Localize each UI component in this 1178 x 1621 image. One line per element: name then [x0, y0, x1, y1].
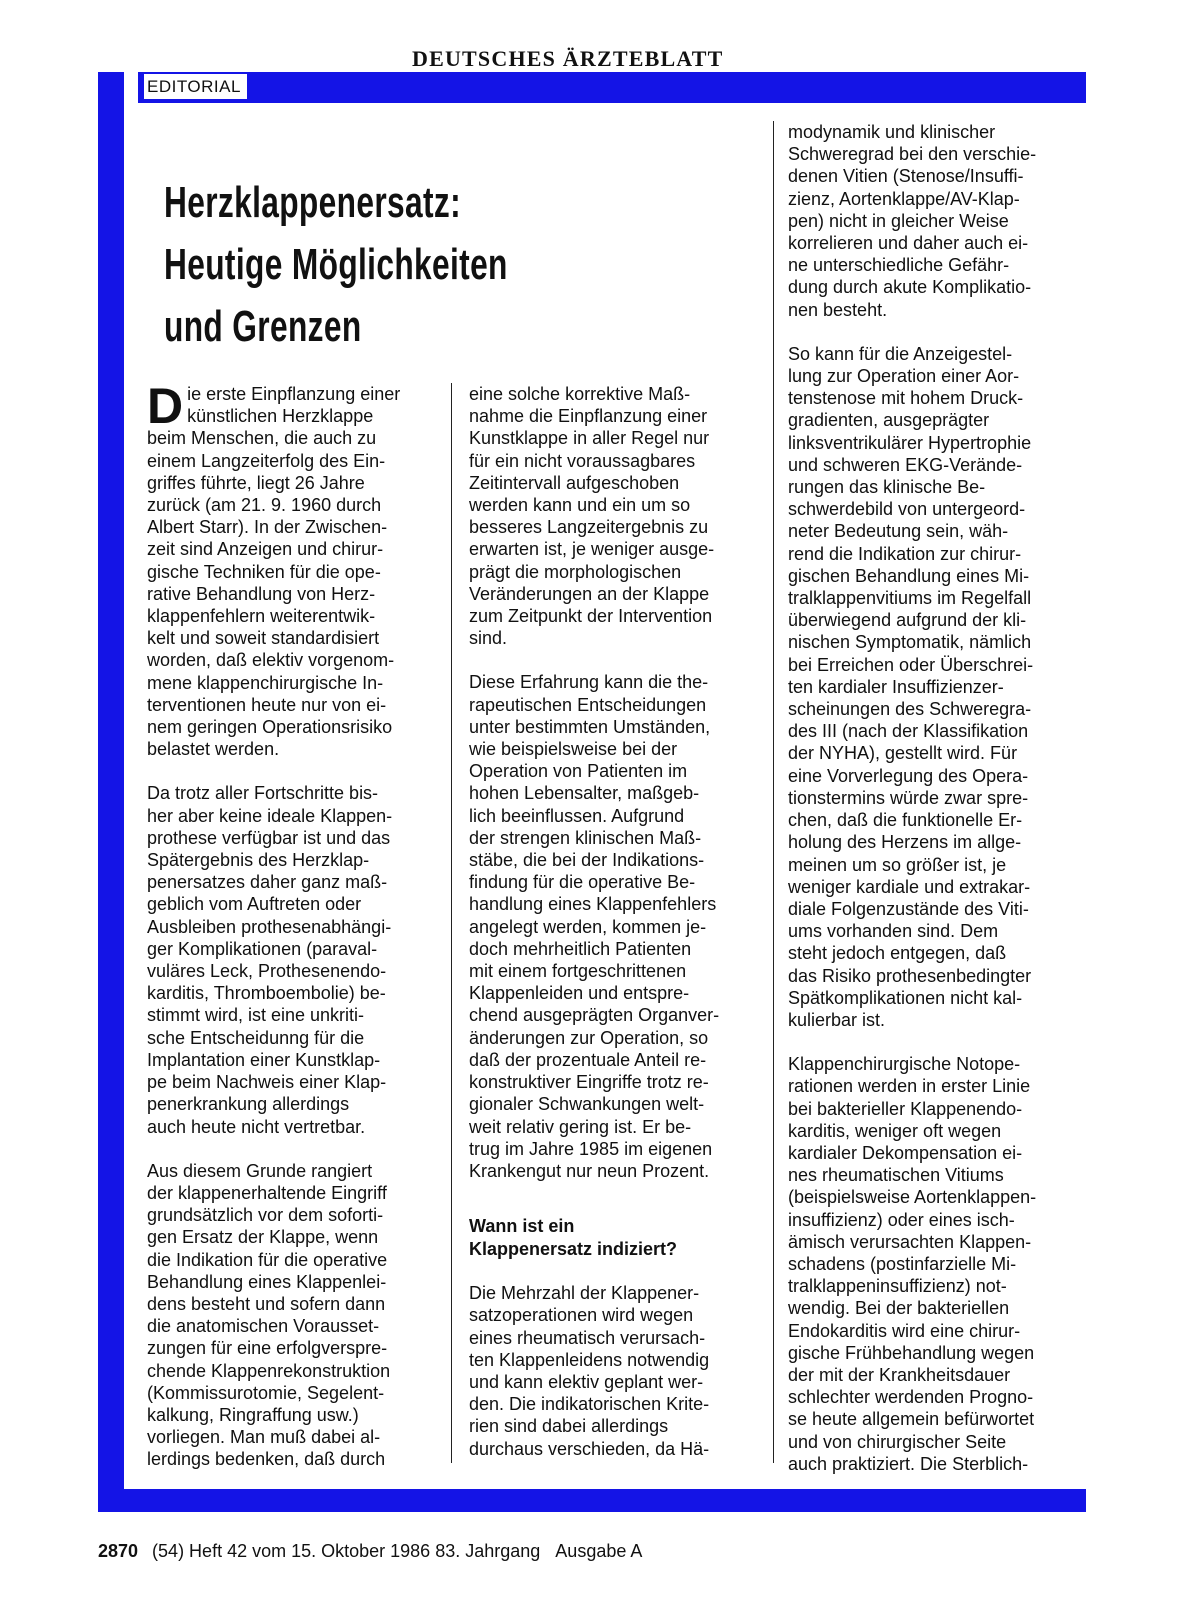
text-line: modynamik und klinischer	[788, 122, 996, 142]
text-column-2	[469, 383, 759, 1460]
text-line: gische Frühbehandlung wegen	[788, 1342, 1035, 1363]
text-line: prägt die morphologischen	[469, 561, 682, 582]
text-line: künstlichen Herzklappe	[187, 406, 374, 427]
text-line: der strengen klinischen Maß-	[469, 827, 702, 848]
paragraph	[788, 343, 1078, 1031]
text-line: schwerdebild von untergeord-	[788, 499, 1026, 520]
text-line: auch praktiziert. Die Sterblich-	[788, 1453, 1029, 1474]
article-headline	[164, 172, 508, 358]
column-divider	[773, 121, 774, 1463]
text-line: und kann elektiv geplant wer-	[469, 1371, 704, 1392]
text-line: chende Klappenrekonstruktion	[147, 1360, 391, 1381]
text-line: terventionen heute nur von ei-	[147, 694, 387, 715]
text-line: rungen das klinische Be-	[788, 477, 986, 498]
text-line: nem geringen Operationsrisiko	[147, 717, 393, 738]
text-line: Ausbleiben prothesenabhängi-	[147, 916, 392, 937]
text-line: findung für die operative Be-	[469, 872, 696, 893]
text-line: wie beispielsweise bei der	[469, 739, 678, 760]
text-line: zeit sind Anzeigen und chirur-	[147, 539, 384, 560]
text-line: rend die Indikation zur chirur-	[788, 543, 1022, 564]
text-line: vuläres Leck, Prothesenendo-	[147, 961, 387, 982]
text-line: denen Vitien (Stenose/Insuffi-	[788, 166, 1024, 187]
text-line: lerdings bedenken, daß durch	[147, 1449, 386, 1470]
text-line: und von chirurgischer Seite	[788, 1431, 1007, 1452]
text-line: klappenfehlern weiterentwik-	[147, 606, 376, 627]
text-line: nischen Symptomatik, nämlich	[788, 632, 1032, 653]
text-line: Zeitintervall aufgeschoben	[469, 472, 680, 493]
text-line: gischen Behandlung eines Mi-	[788, 565, 1030, 586]
text-line: eine Vorverlegung des Opera-	[788, 765, 1029, 786]
text-line: belastet werden.	[147, 739, 280, 760]
text-line: bei bakterieller Klappenendo-	[788, 1098, 1023, 1119]
text-line: tralklappeninsuffizienz) not-	[788, 1276, 1007, 1297]
section-label: EDITORIAL	[144, 74, 247, 99]
text-line: Implantation einer Kunstklap-	[147, 1049, 381, 1070]
text-line: die Indikation für die operative	[147, 1249, 388, 1270]
text-line: eines rheumatisch verursach-	[469, 1327, 706, 1348]
paragraph	[469, 1282, 759, 1460]
text-line: karditis, Thromboembolie) be-	[147, 983, 386, 1004]
text-line: diale Folgenzustände des Viti-	[788, 898, 1029, 919]
edition-label: Ausgabe A	[555, 1541, 643, 1561]
text-line: überwiegend aufgrund der kli-	[788, 610, 1027, 631]
text-line: her aber keine ideale Klappen-	[147, 805, 393, 826]
text-line: der klappenerhaltende Eingriff	[147, 1182, 387, 1203]
text-line: und schweren EKG-Verände-	[788, 454, 1023, 475]
headline-line: und Grenzen	[164, 302, 362, 351]
text-line: wendig. Bei der bakteriellen	[788, 1298, 1010, 1319]
text-line: ums vorhanden sind. Dem	[788, 921, 999, 942]
text-line: Da trotz aller Fortschritte bis-	[147, 783, 379, 804]
text-line: tralklappenvitiums im Regelfall	[788, 588, 1032, 609]
text-line: karditis, weniger oft wegen	[788, 1120, 1002, 1141]
text-line: (Kommissurotomie, Segelent-	[147, 1382, 385, 1403]
issue-info: (54) Heft 42 vom 15. Oktober 1986 83. Jahrgang	[152, 1541, 541, 1561]
text-line: gionaler Schwankungen welt-	[469, 1094, 705, 1115]
text-line: kalkung, Ringraffung usw.)	[147, 1404, 359, 1425]
text-line: rationen werden in erster Linie	[788, 1076, 1031, 1097]
page-footer	[98, 1541, 642, 1562]
text-line: schlechter werdenden Progno-	[788, 1387, 1034, 1408]
text-line: handlung eines Klappenfehlers	[469, 894, 717, 915]
text-line: dens besteht und sofern dann	[147, 1293, 386, 1314]
text-line: das Risiko prothesenbedingter	[788, 965, 1032, 986]
text-line: Klappenchirurgische Notope-	[788, 1054, 1021, 1075]
text-line: zum Zeitpunkt der Intervention	[469, 606, 713, 627]
text-line: ger Komplikationen (paraval-	[147, 938, 378, 959]
left-color-band	[98, 72, 124, 1512]
text-line: trug im Jahre 1985 im eigenen	[469, 1138, 713, 1159]
text-line: pen) nicht in gleicher Weise	[788, 210, 1009, 231]
text-line: kulierbar ist.	[788, 1009, 886, 1030]
text-line: grundsätzlich vor dem soforti-	[147, 1205, 384, 1226]
text-line: beim Menschen, die auch zu	[147, 428, 377, 449]
text-line: Albert Starr). In der Zwischen-	[147, 517, 388, 538]
text-line: meinen um so größer ist, je	[788, 854, 1007, 875]
text-line: werden kann und ein um so	[469, 495, 691, 516]
headline-line: Herzklappenersatz:	[164, 178, 461, 227]
paragraph	[469, 671, 759, 1182]
text-line: rapeutischen Entscheidungen	[469, 694, 707, 715]
text-line: durchaus verschieden, da Hä-	[469, 1438, 710, 1459]
text-line: gische Techniken für die ope-	[147, 561, 381, 582]
text-line: vorliegen. Man muß dabei al-	[147, 1427, 381, 1448]
text-line: neter Bedeutung sein, wäh-	[788, 521, 1009, 542]
text-line: Veränderungen an der Klappe	[469, 583, 710, 604]
text-line: pe beim Nachweis einer Klap-	[147, 1072, 387, 1093]
text-line: zurück (am 21. 9. 1960 durch	[147, 495, 382, 516]
text-line: Wann ist ein	[469, 1216, 575, 1237]
text-line: gen Ersatz der Klappe, wenn	[147, 1227, 379, 1248]
text-line: geblich vom Auftreten oder	[147, 894, 362, 915]
text-line: sche Entscheidunng für die	[147, 1027, 365, 1048]
text-line: Spätkomplikationen nicht kal-	[788, 987, 1023, 1008]
text-line: konstruktiver Eingriffe trotz re-	[469, 1072, 709, 1093]
text-line: (beispielsweise Aortenklappen-	[788, 1187, 1037, 1208]
text-line: kardialer Dekompensation ei-	[788, 1142, 1023, 1163]
text-line: einem Langzeiterfolg des Ein-	[147, 450, 386, 471]
text-line: Klappenersatz indiziert?	[469, 1238, 678, 1259]
text-line: bei Erreichen oder Überschrei-	[788, 654, 1034, 675]
text-line: korrelieren und daher auch ei-	[788, 233, 1029, 254]
paragraph	[469, 383, 759, 649]
text-line: Die Mehrzahl der Klappener-	[469, 1283, 700, 1304]
text-line: steht jedoch entgegen, daß	[788, 943, 1007, 964]
text-line: rative Behandlung von Herz-	[147, 583, 376, 604]
text-line: hohen Lebensalter, maßgeb-	[469, 783, 700, 804]
text-line: sind.	[469, 628, 508, 649]
text-line: griffes führte, liegt 26 Jahre	[147, 472, 365, 493]
text-line: mit einem fortgeschrittenen	[469, 961, 687, 982]
text-line: rien sind dabei allerdings	[469, 1416, 669, 1437]
text-line: angelegt werden, kommen je-	[469, 916, 707, 937]
text-line: ämisch verursachten Klappen-	[788, 1231, 1032, 1252]
text-line: daß der prozentuale Anteil re-	[469, 1049, 707, 1070]
text-line: mene klappenchirurgische In-	[147, 672, 384, 693]
text-line: linksventrikulärer Hypertrophie	[788, 432, 1032, 453]
text-column-3	[788, 121, 1078, 1475]
subheading	[469, 1215, 759, 1260]
text-line: lung zur Operation einer Aor-	[788, 366, 1020, 387]
text-line: weit relativ gering ist. Er be-	[469, 1116, 692, 1137]
text-line: änderungen zur Operation, so	[469, 1027, 709, 1048]
journal-masthead: DEUTSCHES ÄRZTEBLATT	[412, 46, 724, 71]
text-line: Endokarditis wird eine chirur-	[788, 1320, 1021, 1341]
text-line: kelt und soweit standardisiert	[147, 628, 380, 649]
text-line: prothese verfügbar ist und das	[147, 827, 391, 848]
text-line: den. Die indikatorischen Krite-	[469, 1394, 710, 1415]
text-line: Schweregrad bei den verschie-	[788, 144, 1037, 165]
text-line: penersatzes daher ganz maß-	[147, 872, 388, 893]
text-line: die anatomischen Vorausset-	[147, 1316, 380, 1337]
text-line: stimmt wird, ist eine unkriti-	[147, 1005, 365, 1026]
drop-cap: D	[147, 378, 184, 434]
text-line: scheinungen des Schweregra-	[788, 699, 1032, 720]
text-line: für ein nicht voraussagbares	[469, 450, 696, 471]
text-line: weniger kardiale und extrakar-	[788, 876, 1031, 897]
text-line: zungen für eine erfolgverspre-	[147, 1338, 388, 1359]
paragraph	[147, 1160, 435, 1471]
text-line: gradienten, ausgeprägter	[788, 410, 990, 431]
text-line: Behandlung eines Klappenlei-	[147, 1271, 387, 1292]
text-column-1	[147, 378, 435, 1471]
headline-line: Heutige Möglichkeiten	[164, 240, 508, 289]
text-line: ne unterschiedliche Gefähr-	[788, 255, 1010, 276]
text-line: zienz, Aortenklappe/AV-Klap-	[788, 188, 1020, 209]
text-line: Operation von Patienten im	[469, 761, 688, 782]
top-color-band	[138, 72, 1086, 103]
text-line: nen besteht.	[788, 299, 888, 320]
text-line: ten Klappenleidens notwendig	[469, 1349, 710, 1370]
text-line: satzoperationen wird wegen	[469, 1305, 694, 1326]
text-line: Klappenleiden und entspre-	[469, 983, 690, 1004]
text-line: unter bestimmten Umständen,	[469, 716, 711, 737]
text-line: auch heute nicht vertretbar.	[147, 1116, 366, 1137]
column-divider	[451, 383, 452, 1463]
text-line: worden, daß elektiv vorgenom-	[147, 650, 395, 671]
text-line: lich beeinflussen. Aufgrund	[469, 805, 685, 826]
text-line: nes rheumatischen Vitiums	[788, 1165, 1004, 1186]
text-line: Diese Erfahrung kann die the-	[469, 672, 709, 693]
paragraph	[788, 1053, 1078, 1475]
page-number: 2870	[98, 1541, 139, 1561]
text-line: Krankengut nur neun Prozent.	[469, 1160, 710, 1181]
text-line: der mit der Krankheitsdauer	[788, 1364, 1011, 1385]
text-line: der NYHA), gestellt wird. Für	[788, 743, 1018, 764]
text-line: nahme die Einpflanzung einer	[469, 406, 708, 427]
text-line: se heute allgemein befürwortet	[788, 1409, 1035, 1430]
text-line: tionstermins würde zwar spre-	[788, 787, 1029, 808]
text-line: erwarten ist, je weniger ausge-	[469, 539, 715, 560]
text-line: besseres Langzeitergebnis zu	[469, 517, 709, 538]
text-line: tenstenose mit hohem Druck-	[788, 388, 1024, 409]
paragraph	[147, 378, 435, 760]
text-line: des III (nach der Klassifikation	[788, 721, 1029, 742]
paragraph	[788, 121, 1078, 321]
text-line: dung durch akute Komplikatio-	[788, 277, 1032, 298]
text-line: insuffizienz) oder eines isch-	[788, 1209, 1015, 1230]
text-line: penerkrankung allerdings	[147, 1094, 350, 1115]
text-line: schadens (postinfarzielle Mi-	[788, 1253, 1017, 1274]
text-line: chen, daß die funktionelle Er-	[788, 810, 1023, 831]
text-line: eine solche korrektive Maß-	[469, 384, 691, 404]
text-line: stäbe, die bei der Indikations-	[469, 850, 705, 871]
text-line: ie erste Einpflanzung einer	[187, 384, 401, 404]
text-line: Aus diesem Grunde rangiert	[147, 1160, 373, 1181]
text-line: Spätergebnis des Herzklap-	[147, 850, 370, 871]
text-line: Kunstklappe in aller Regel nur	[469, 428, 710, 449]
text-line: So kann für die Anzeigestel-	[788, 343, 1013, 364]
text-line: chend ausgeprägten Organver-	[469, 1005, 720, 1026]
paragraph	[147, 782, 435, 1137]
bottom-color-band	[98, 1489, 1086, 1512]
text-line: doch mehrheitlich Patienten	[469, 938, 692, 959]
text-line: holung des Herzens im allge-	[788, 832, 1022, 853]
text-line: ten kardialer Insuffizienzer-	[788, 676, 1004, 697]
